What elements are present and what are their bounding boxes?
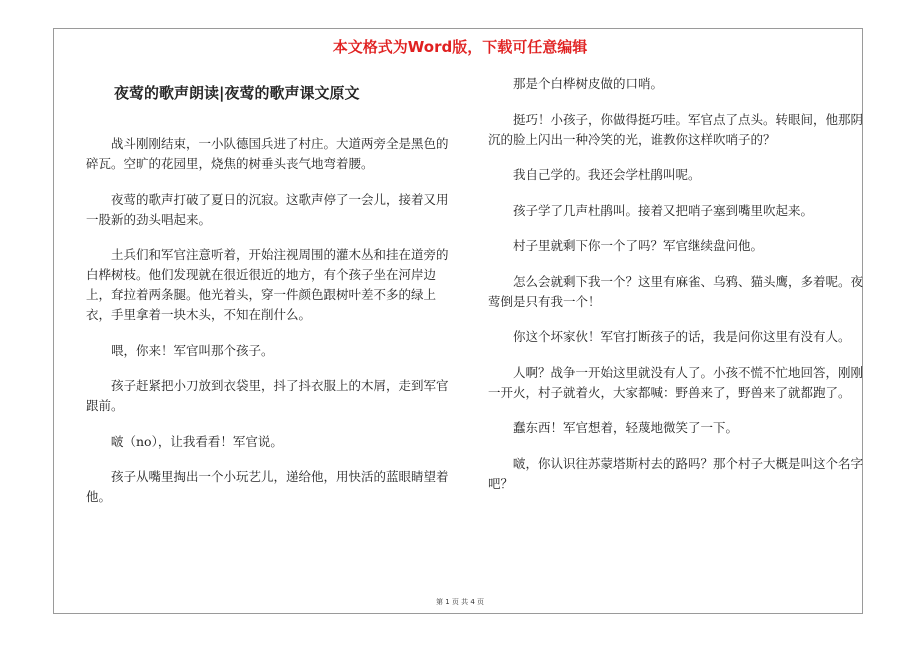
- paragraph: 孩子从嘴里掏出一个小玩艺儿，递给他，用快活的蓝眼睛望着他。: [86, 469, 449, 504]
- paragraph: 战斗刚刚结束，一小队德国兵进了村庄。大道两旁全是黑色的碎瓦。空旷的花园里，烧焦的树垂头丧气地弯着腰。: [86, 136, 449, 171]
- paragraph: 怎么会就剩下我一个？这里有麻雀、乌鸦、猫头鹰，多着呢。夜莺倒是只有我一个！: [488, 273, 864, 309]
- right-column: [488, 74, 863, 509]
- paragraph: 村子里就剩下你一个了吗？军官继续盘问他。: [513, 238, 764, 253]
- left-column: [86, 83, 456, 523]
- paragraph: 那是个白桦树皮做的口哨。: [513, 76, 664, 91]
- paragraph: 孩子学了几声杜鹃叫。接着又把哨子塞到嘴里吹起来。: [513, 202, 814, 218]
- paragraph: 啵，你认识往苏蒙塔斯村去的路吗？那个村子大概是叫这个名字吧？: [488, 455, 864, 491]
- format-banner: 本文格式为Word版，下载可任意编辑: [332, 38, 588, 56]
- paragraph: 挺巧！小孩子，你做得挺巧哇。军官点了点头。转眼间，他那阴沉的脸上闪出一种冷笑的光，谁教你这样吹哨子的？: [488, 111, 864, 147]
- paragraph: 我自己学的。我还会学杜鹃叫呢。: [513, 167, 701, 182]
- paragraph: 土兵们和军官注意听着，开始注视周围的灌木丛和挂在道旁的白桦树枝。他们发现就在很近很近的地方，有个孩子坐在河岸边上，耷拉着两条腿。他光着头，穿一件颜色跟树叶差不多的绿上衣，手里拿着一块木头，不知在削什么。: [86, 247, 449, 322]
- paragraph: 蠢东西！军官想着，轻蔑地微笑了一下。: [513, 420, 739, 435]
- paragraph: 喂，你来！军官叫那个孩子。: [111, 342, 274, 358]
- article-title: 夜莺的歌声朗读|夜莺的歌声课文原文: [114, 84, 360, 102]
- paragraph: 孩子赶紧把小刀放到衣袋里，抖了抖衣服上的木屑，走到军官跟前。: [86, 378, 449, 413]
- page-number: 第 1 页 共 4 页: [435, 598, 485, 606]
- paragraph: 夜莺的歌声打破了夏日的沉寂。这歌声停了一会儿，接着又用一股新的劲头唱起来。: [86, 191, 449, 227]
- paragraph: 人啊？战争一开始这里就没有人了。小孩不慌不忙地回答，刚刚一开火，村子就着火，大家都喊：野兽来了，野兽来了就都跑了。: [488, 364, 864, 400]
- paragraph: 你这个坏家伙！军官打断孩子的话，我是问你这里有没有人。: [513, 329, 851, 344]
- paragraph: 啵（no），让我看看！军官说。: [111, 433, 283, 449]
